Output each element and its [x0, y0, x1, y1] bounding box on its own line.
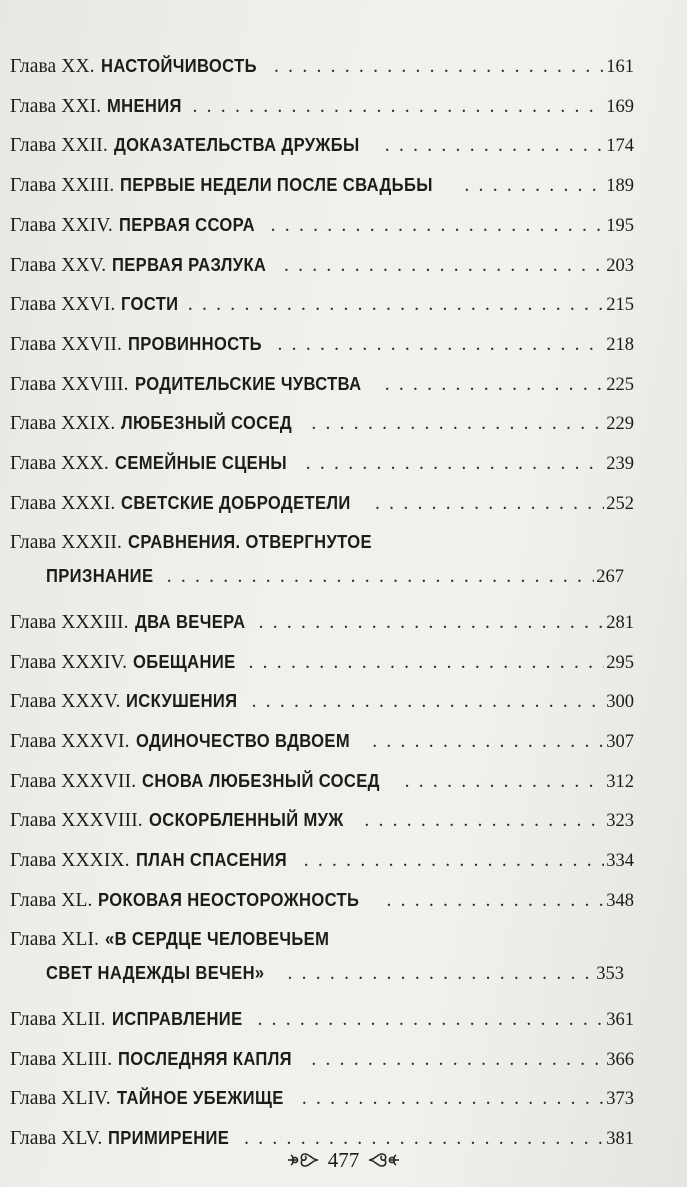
- chapter-page: 295: [606, 652, 634, 673]
- dot-leader: [405, 762, 605, 802]
- chapter-prefix: Глава XXVIII.: [10, 373, 129, 395]
- chapter-page: 348: [606, 890, 634, 911]
- chapter-prefix: Глава XL.: [10, 889, 93, 911]
- chapter-page: 373: [606, 1089, 634, 1110]
- page-footer: [0, 1140, 687, 1180]
- chapter-title: НАСТОЙЧИВОСТЬ: [100, 56, 257, 76]
- ornament-right-icon: [367, 1151, 401, 1169]
- chapter-page: 381: [606, 1128, 634, 1149]
- toc-entry: [10, 46, 634, 86]
- chapter-title-continued: СВЕТ НАДЕЖДЫ ВЕЧЕН»: [46, 963, 265, 984]
- chapter-prefix: Глава XXXV.: [10, 691, 121, 713]
- chapter-prefix: Глава XLV.: [10, 1127, 103, 1149]
- ornament-left-icon: [286, 1151, 320, 1169]
- chapter-title: «В СЕРДЦЕ ЧЕЛОВЕЧЬЕМ: [105, 929, 330, 950]
- dot-leader: [278, 325, 605, 365]
- toc-entry: [10, 165, 634, 205]
- dot-leader: [464, 166, 604, 206]
- dot-leader: [188, 285, 604, 325]
- chapter-prefix: Глава XXXIV.: [10, 651, 128, 673]
- toc-entry: [10, 86, 634, 126]
- dot-leader: [257, 1000, 604, 1040]
- toc-entry: [10, 999, 634, 1039]
- chapter-prefix: Глава XXXII.: [10, 532, 122, 554]
- chapter-title: ИСКУШЕНИЯ: [126, 691, 238, 712]
- chapter-title: ИСПРАВЛЕНИЕ: [111, 1008, 243, 1029]
- dot-leader: [271, 206, 605, 246]
- chapter-page: 366: [606, 1049, 634, 1070]
- chapter-title: ГОСТИ: [121, 294, 179, 315]
- chapter-title: ОДИНОЧЕСТВО ВДВОЕМ: [135, 730, 350, 751]
- chapter-page: 267: [596, 567, 624, 588]
- chapter-title: ПЕРВАЯ ССОРА: [118, 214, 255, 235]
- chapter-page: 281: [606, 612, 634, 633]
- chapter-title: ПЛАН СПАСЕНИЯ: [135, 850, 287, 870]
- chapter-title: ОБЕЩАНИЕ: [133, 651, 236, 672]
- dot-leader: [372, 722, 604, 762]
- dot-leader: [304, 841, 605, 881]
- dot-leader: [284, 246, 604, 286]
- chapter-title: РОКОВАЯ НЕОСТОРОЖНОСТЬ: [98, 889, 360, 910]
- dot-leader: [259, 603, 605, 643]
- chapter-prefix: Глава XXXVIII.: [10, 810, 143, 832]
- chapter-prefix: Глава XX.: [10, 56, 95, 77]
- dot-leader: [375, 484, 604, 524]
- dot-leader: [302, 1079, 604, 1119]
- chapter-page: 353: [596, 964, 624, 985]
- chapter-title-continued: ПРИЗНАНИЕ: [46, 566, 154, 587]
- dot-leader: [364, 801, 604, 841]
- chapter-title: ОСКОРБЛЕННЫЙ МУЖ: [148, 810, 344, 831]
- dot-leader: [311, 1040, 604, 1080]
- chapter-title: СРАВНЕНИЯ. ОТВЕРГНУТОЕ: [127, 532, 372, 553]
- chapter-page: 252: [606, 493, 634, 514]
- chapter-page: 323: [606, 811, 634, 832]
- chapter-title: ПЕРВЫЕ НЕДЕЛИ ПОСЛЕ СВАДЬБЫ: [120, 175, 434, 196]
- toc-entry: [10, 800, 634, 840]
- chapter-prefix: Глава XXV.: [10, 254, 107, 276]
- chapter-prefix: Глава XXVII.: [10, 333, 122, 355]
- chapter-title: ДВА ВЕЧЕРА: [134, 611, 245, 632]
- toc-entry: [10, 324, 634, 364]
- toc-entry: [10, 443, 634, 483]
- toc-entry: [10, 681, 634, 721]
- chapter-prefix: Глава XXXI.: [10, 492, 116, 514]
- chapter-title: ПОСЛЕДНЯЯ КАПЛЯ: [118, 1048, 293, 1069]
- toc-entry: [10, 721, 634, 761]
- chapter-prefix: Глава XXIII.: [10, 175, 115, 197]
- chapter-prefix: Глава XXIX.: [10, 413, 116, 435]
- dot-leader: [274, 47, 604, 87]
- dot-leader: [252, 682, 605, 722]
- toc-entry: [10, 483, 634, 523]
- toc-entry: [10, 1039, 634, 1079]
- dot-leader: [385, 126, 604, 166]
- chapter-title: ПРОВИННОСТЬ: [127, 333, 262, 354]
- chapter-page: 307: [606, 731, 634, 752]
- dot-leader: [249, 643, 605, 683]
- chapter-page: 215: [606, 295, 634, 316]
- chapter-title: СЕМЕЙНЫЕ СЦЕНЫ: [114, 453, 287, 473]
- dot-leader: [385, 365, 605, 405]
- chapter-prefix: Глава XXXIII.: [10, 611, 129, 633]
- chapter-prefix: Глава XXII.: [10, 135, 108, 157]
- chapter-page: 195: [606, 215, 634, 236]
- chapter-page: 225: [606, 374, 634, 395]
- chapter-prefix: Глава XXXVI.: [10, 730, 130, 752]
- toc-entry: [10, 245, 634, 285]
- chapter-page: 334: [606, 851, 634, 871]
- chapter-prefix: Глава XLI.: [10, 929, 100, 951]
- toc-entry-continued: [46, 556, 624, 596]
- chapter-page: 218: [606, 334, 634, 355]
- chapter-title: РОДИТЕЛЬСКИЕ ЧУВСТВА: [134, 373, 362, 394]
- chapter-prefix: Глава XXXVII.: [10, 770, 137, 792]
- dot-leader: [287, 954, 594, 994]
- chapter-page: 300: [606, 692, 634, 713]
- chapter-title: СНОВА ЛЮБЕЗНЫЙ СОСЕД: [142, 770, 380, 791]
- chapter-prefix: Глава XLII.: [10, 1008, 106, 1030]
- chapter-page: 169: [606, 96, 634, 117]
- toc-entry: [10, 1078, 634, 1118]
- chapter-title: МНЕНИЯ: [107, 95, 182, 116]
- chapter-page: 174: [606, 136, 634, 157]
- chapter-page: 229: [606, 414, 634, 435]
- dot-leader: [311, 404, 604, 444]
- chapter-prefix: Глава XXXIX.: [10, 850, 130, 871]
- toc-entry: [10, 364, 634, 404]
- toc-entry: [10, 880, 634, 920]
- chapter-prefix: Глава XXIV.: [10, 214, 113, 236]
- dot-leader: [386, 881, 604, 921]
- chapter-page: 203: [606, 255, 634, 276]
- chapter-title: ПЕРВАЯ РАЗЛУКА: [112, 254, 267, 275]
- toc-entry: [10, 125, 634, 165]
- chapter-prefix: Глава XLIV.: [10, 1088, 111, 1110]
- chapter-prefix: Глава XXI.: [10, 95, 102, 117]
- dot-leader: [306, 444, 605, 484]
- chapter-title: ДОКАЗАТЕЛЬСТВА ДРУЖБЫ: [113, 135, 360, 156]
- chapter-title: ТАЙНОЕ УБЕЖИЩЕ: [116, 1088, 284, 1109]
- page-number: 477: [327, 1147, 360, 1172]
- chapter-page: 161: [606, 57, 634, 77]
- chapter-prefix: Глава XXX.: [10, 453, 109, 474]
- toc-entry: [10, 284, 634, 324]
- dot-leader: [167, 557, 595, 597]
- toc-entry: [10, 761, 634, 801]
- toc-entry: [10, 602, 634, 642]
- chapter-page: 239: [606, 454, 634, 474]
- toc-entry: [10, 403, 634, 443]
- chapter-page: 361: [606, 1009, 634, 1030]
- toc-entry-continued: [46, 953, 624, 993]
- chapter-prefix: Глава XLIII.: [10, 1048, 113, 1070]
- chapter-title: ПРИМИРЕНИЕ: [108, 1127, 230, 1148]
- toc-entry: [10, 205, 634, 245]
- chapter-page: 189: [606, 176, 634, 197]
- chapter-prefix: Глава XXVI.: [10, 294, 116, 316]
- chapter-page: 312: [606, 771, 634, 792]
- chapter-title: ЛЮБЕЗНЫЙ СОСЕД: [121, 413, 293, 434]
- dot-leader: [193, 87, 605, 127]
- chapter-title: СВЕТСКИЕ ДОБРОДЕТЕЛИ: [121, 492, 352, 513]
- toc-entry: [10, 840, 634, 880]
- toc-entry: [10, 642, 634, 682]
